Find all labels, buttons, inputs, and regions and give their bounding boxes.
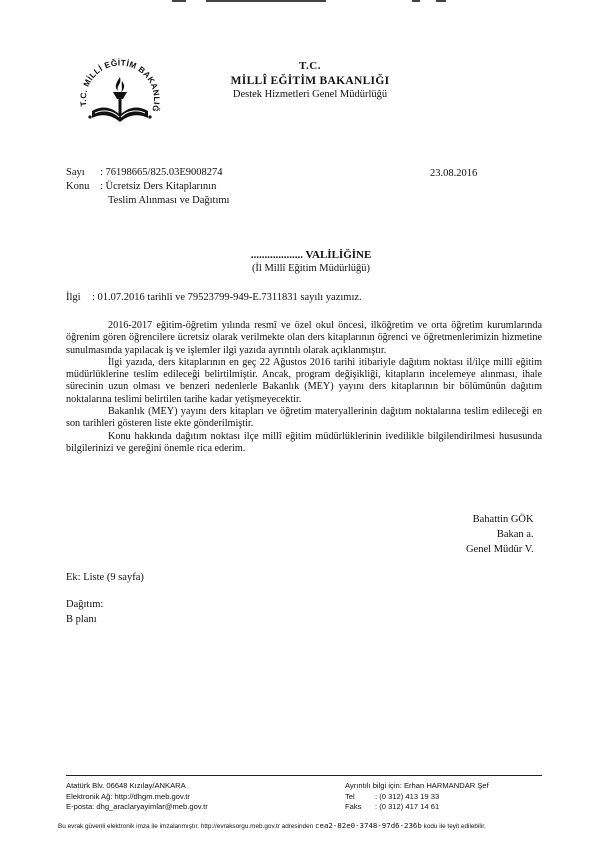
header-tc: T.C. xyxy=(299,60,321,72)
footer-contact-block xyxy=(345,781,489,813)
sayi-label: Sayı xyxy=(66,167,85,178)
verification-code: cea2-82e0-3748-97d6-236b xyxy=(315,821,422,830)
distribution-block xyxy=(66,598,103,627)
header-department: Destek Hizmetleri Genel Müdürlüğü xyxy=(232,89,388,101)
distribution-item: B planı xyxy=(66,613,97,625)
letterhead xyxy=(210,60,410,101)
footer-email-link[interactable]: E-posta: dhg_araclaryayimlar@meb.gov.tr xyxy=(66,802,208,811)
reference-number xyxy=(66,166,223,180)
footer-network-link[interactable]: Elektronik Ağ: http://dhgm.meb.gov.tr xyxy=(66,791,190,801)
body-paragraph-1: 2016-2017 eğitim-öğretim yılında resmî ve özel okul öncesi, ilköğretim ve orta öğretim kurumlarında öğrenim gören öğrencilere ücretsiz olarak verilmekte olan ders kitaplarının öğrenci ve öğretmenlerimizin hizmetine sunulmasında yapılacak iş ve işlemler ilgi yazıda ayrıntılı olarak açıklanmıştır. xyxy=(66,320,542,356)
footer-address-block xyxy=(66,781,208,813)
signature-block xyxy=(466,512,534,558)
recipient-line1: ................... VALİLİĞİNE xyxy=(250,249,372,261)
footer-divider xyxy=(66,775,542,776)
subject xyxy=(66,180,229,207)
verification-prefix: Bu evrak güvenli elektronik imza ile imzalanmıştır. http://evraksorgu.meb.gov.tr adresinden xyxy=(58,823,314,830)
body-paragraph-3: Bakanlık (MEY) yayını ders kitapları ve öğretim materyallerinin dağıtım noktalarına teslim edileceği en son tarihleri gösteren liste ekte gönderilmiştir. xyxy=(66,406,542,430)
document-date: 23.08.2016 xyxy=(430,168,478,179)
distribution-label: Dağıtım: xyxy=(66,599,104,610)
attachment-note: Ek: Liste (9 sayfa) xyxy=(66,572,144,583)
letter-body xyxy=(66,320,542,455)
scan-edge-marks xyxy=(0,0,600,4)
body-paragraph-2: İlgi yazıda, ders kitaplarının en geç 22 Ağustos 2016 tarihi itibariyle dağıtım noktası il/ilçe millî eğitim müdürlüklerine teslim edileceği belirtilmiştir. Ancak, program değişikliği, kitapların incelemeye alınması, ihale sürecinin uzun olması ve benzeri nedenlerle Bakanlık (MEY) yayını ders kitaplarının bir bölümünün dağıtım noktalarına teslimi belirtilen tarihe kadar yetişmeyecektir. xyxy=(66,356,542,405)
ilgi-value: : 01.07.2016 tarihli ve 79523799-949-E.7311831 sayılı yazımız. xyxy=(92,292,362,303)
konu-line2: Teslim Alınması ve Dağıtımı xyxy=(108,194,230,206)
recipient-block xyxy=(216,248,406,276)
sayi-value: : 76198665/825.03E9008274 xyxy=(100,167,223,178)
meb-logo-icon xyxy=(76,55,164,143)
body-paragraph-4: Konu hakkında dağıtım noktası ilçe millî eğitim müdürlüklerinin ivedilikle bilgilendirilmesi hususunda bilgilerinizi ve gereğini önemle rica ederim. xyxy=(66,430,542,454)
reference-line xyxy=(66,292,362,303)
footer-fax-label: Faks xyxy=(345,802,362,811)
signatory-title1: Bakan a. xyxy=(496,529,534,541)
e-signature-verification xyxy=(58,821,558,830)
konu-line1: : Ücretsiz Ders Kitaplarının xyxy=(100,181,217,192)
ilgi-label: İlgi xyxy=(66,292,81,303)
logo-ring-text: T.C. MİLLİ EĞİTİM BAKANLIĞ xyxy=(78,58,162,113)
header-ministry: MİLLÎ EĞİTİM BAKANLIĞI xyxy=(230,74,390,87)
footer-tel-value: : (0 312) 413 19 33 xyxy=(375,791,440,801)
signatory-title2: Genel Müdür V. xyxy=(466,544,534,556)
recipient-line2: (İl Millî Eğitim Müdürlüğü) xyxy=(251,263,371,275)
footer-tel-label: Tel xyxy=(345,791,355,801)
verification-suffix: kodu ile teyit edilebilir. xyxy=(423,823,486,830)
konu-label: Konu xyxy=(66,181,90,192)
signatory-name: Bahattin GÖK xyxy=(472,514,534,525)
footer-fax-value: : (0 312) 417 14 61 xyxy=(375,802,440,811)
footer-address: Atatürk Blv. 06648 Kızılay/ANKARA xyxy=(66,781,186,790)
footer-contact: Ayrıntılı bilgi için: Erhan HARMANDAR Şef xyxy=(345,781,489,790)
